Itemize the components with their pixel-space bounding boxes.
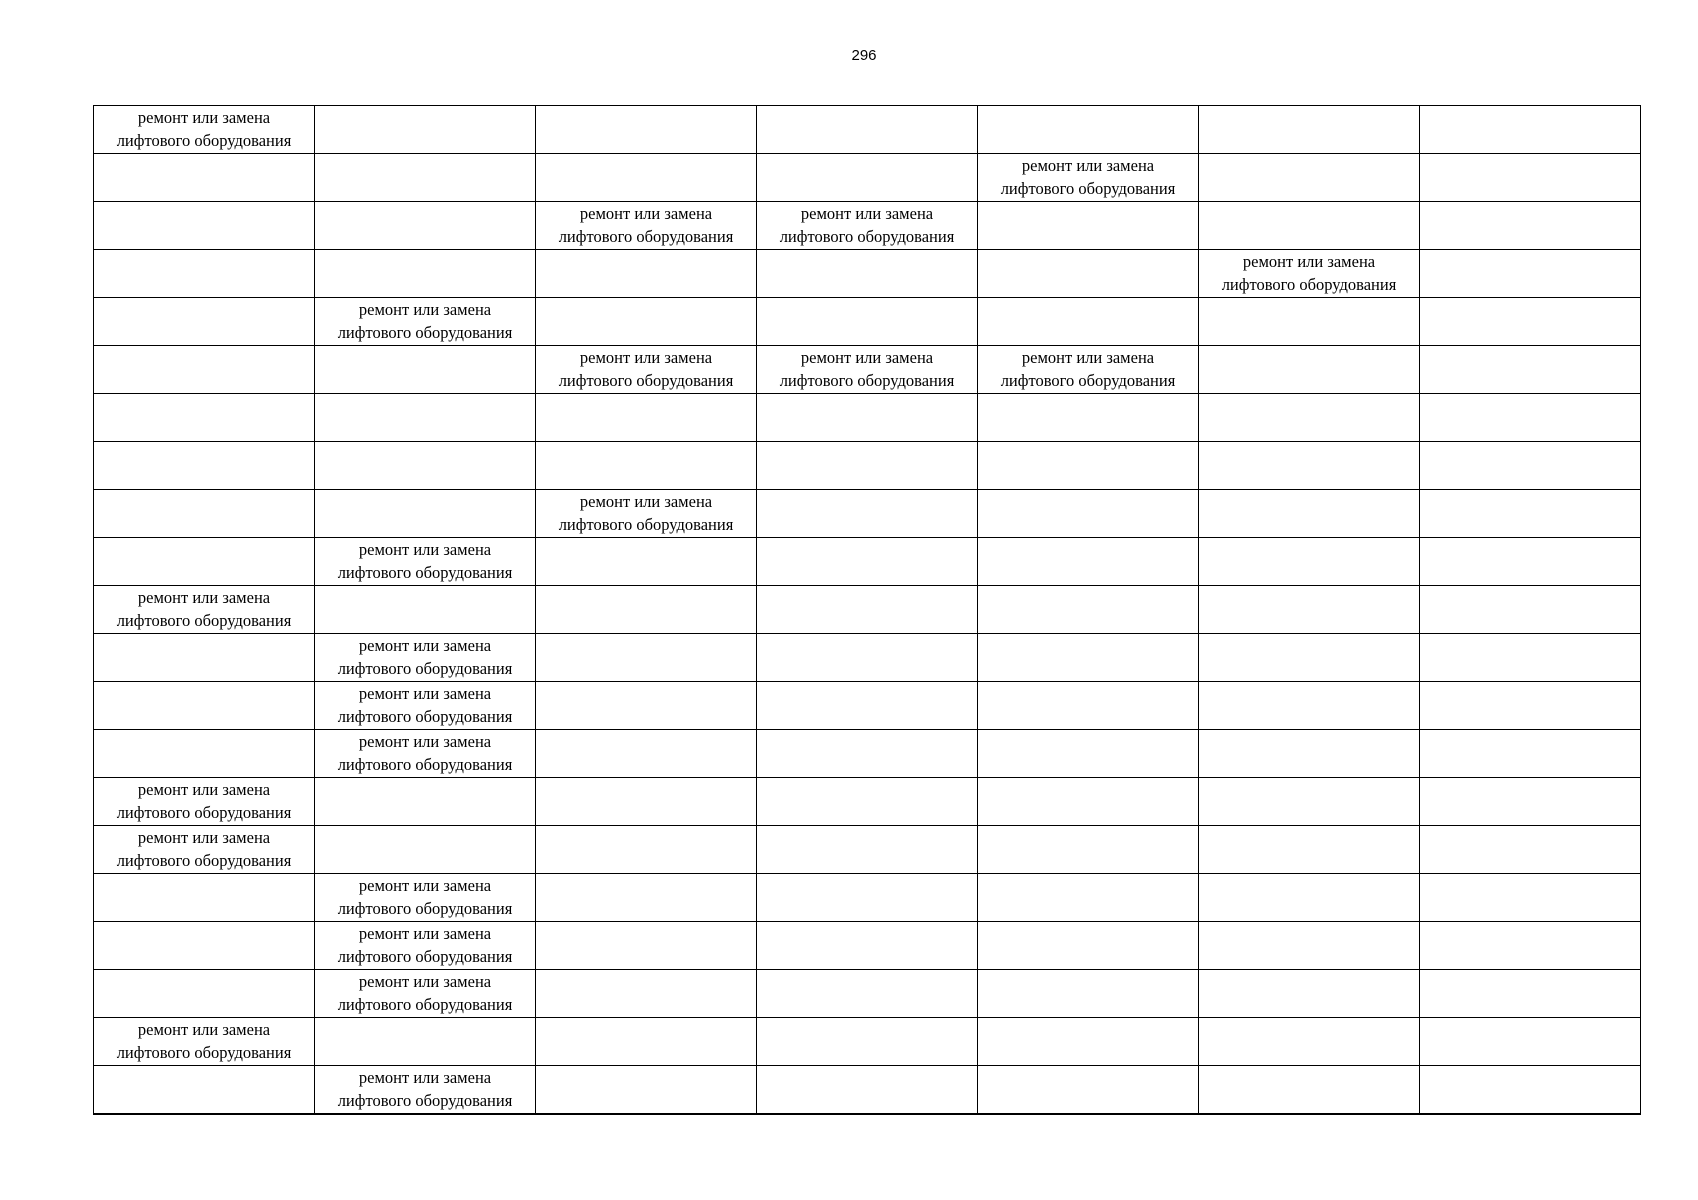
table-cell (1420, 874, 1641, 922)
table-cell (978, 778, 1199, 826)
table-cell (315, 250, 536, 298)
cell-text-line1: ремонт или замена (358, 300, 492, 319)
table-cell (1199, 778, 1420, 826)
repair-schedule-table (93, 105, 1641, 1115)
table-cell (978, 298, 1199, 346)
cell-text-line1: ремонт или замена (1021, 348, 1155, 367)
table-cell (536, 778, 757, 826)
table-cell (757, 538, 978, 586)
cell-text-line2: лифтового оборудования (116, 611, 292, 630)
table-cell (94, 298, 315, 346)
table-cell (978, 634, 1199, 682)
table-row (94, 586, 1641, 634)
table-cell (978, 586, 1199, 634)
table-cell (757, 922, 978, 970)
cell-text-line1: ремонт или замена (1021, 156, 1155, 175)
table-row (94, 346, 1641, 394)
table-cell (94, 394, 315, 442)
table-cell (1420, 154, 1641, 202)
cell-text-line1: ремонт или замена (800, 204, 934, 223)
table-cell (1199, 106, 1420, 154)
cell-text-line2: лифтового оборудования (116, 803, 292, 822)
table-cell (315, 442, 536, 490)
cell-text-line2: лифтового оборудования (337, 659, 513, 678)
table-cell (94, 1066, 315, 1115)
table-cell (1420, 346, 1641, 394)
table-cell (757, 394, 978, 442)
table-cell (757, 1066, 978, 1115)
table-cell (1420, 634, 1641, 682)
cell-text-line1: ремонт или замена (358, 540, 492, 559)
table-cell (536, 730, 757, 778)
table-cell (1199, 730, 1420, 778)
cell-text-line1: ремонт или замена (358, 924, 492, 943)
table-cell (94, 346, 315, 394)
table-cell (1199, 202, 1420, 250)
table-cell (1199, 922, 1420, 970)
cell-text-line1: ремонт или замена (137, 588, 271, 607)
table-cell (1199, 634, 1420, 682)
cell-text-line2: лифтового оборудования (337, 707, 513, 726)
table-cell (1199, 298, 1420, 346)
table-body (94, 106, 1641, 1115)
table-cell (757, 682, 978, 730)
table-cell (1420, 1018, 1641, 1066)
table-cell (536, 538, 757, 586)
cell-text-line1: ремонт или замена (358, 636, 492, 655)
cell-text-line1: ремонт или замена (137, 780, 271, 799)
cell-text-line2: лифтового оборудования (116, 131, 292, 150)
table-cell (315, 490, 536, 538)
table-cell (757, 634, 978, 682)
table-cell (757, 202, 978, 250)
table-cell (315, 202, 536, 250)
table-cell (1199, 490, 1420, 538)
table-cell (757, 1018, 978, 1066)
table-cell (315, 394, 536, 442)
table-cell (1199, 826, 1420, 874)
table-cell (536, 202, 757, 250)
table-row (94, 202, 1641, 250)
table-row (94, 394, 1641, 442)
table-cell (536, 1066, 757, 1115)
table-cell (315, 922, 536, 970)
table-row (94, 442, 1641, 490)
cell-text-line2: лифтового оборудования (337, 323, 513, 342)
table-cell (1199, 682, 1420, 730)
cell-text-line1: ремонт или замена (800, 348, 934, 367)
table-row (94, 682, 1641, 730)
table-row (94, 154, 1641, 202)
table-cell (315, 1018, 536, 1066)
table-cell (1420, 826, 1641, 874)
table-cell (1199, 442, 1420, 490)
table-cell (978, 826, 1199, 874)
table-cell (757, 826, 978, 874)
table-row (94, 778, 1641, 826)
table-cell (757, 778, 978, 826)
table-cell (1199, 1066, 1420, 1115)
cell-text-line2: лифтового оборудования (1000, 371, 1176, 390)
table-cell (978, 874, 1199, 922)
cell-text-line2: лифтового оборудования (1000, 179, 1176, 198)
table-cell (1420, 298, 1641, 346)
table-cell (1199, 586, 1420, 634)
table-cell (94, 826, 315, 874)
table-cell (536, 874, 757, 922)
table-cell (94, 874, 315, 922)
table-cell (757, 346, 978, 394)
table-cell (1420, 106, 1641, 154)
table-cell (978, 202, 1199, 250)
cell-text-line2: лифтового оборудования (779, 371, 955, 390)
table-cell (757, 442, 978, 490)
cell-text-line1: ремонт или замена (137, 1020, 271, 1039)
cell-text-line1: ремонт или замена (579, 492, 713, 511)
page-number: 296 (851, 47, 877, 64)
table-cell (94, 1018, 315, 1066)
table-cell (757, 874, 978, 922)
table-cell (315, 1066, 536, 1115)
table-cell (1420, 250, 1641, 298)
cell-text-line2: лифтового оборудования (337, 755, 513, 774)
table-cell (94, 730, 315, 778)
table-cell (536, 154, 757, 202)
table-cell (757, 106, 978, 154)
table-cell (315, 874, 536, 922)
table-cell (94, 538, 315, 586)
table-cell (1420, 682, 1641, 730)
table-cell (1199, 394, 1420, 442)
cell-text-line2: лифтового оборудования (337, 1091, 513, 1110)
table-cell (1199, 346, 1420, 394)
cell-text-line2: лифтового оборудования (558, 227, 734, 246)
cell-text-line2: лифтового оборудования (558, 515, 734, 534)
table-cell (978, 1066, 1199, 1115)
cell-text-line1: ремонт или замена (137, 828, 271, 847)
table-cell (757, 970, 978, 1018)
cell-text-line2: лифтового оборудования (558, 371, 734, 390)
table-cell (315, 778, 536, 826)
table-cell (94, 106, 315, 154)
table-cell (315, 298, 536, 346)
table-cell (1199, 1018, 1420, 1066)
table-cell (978, 250, 1199, 298)
table-cell (536, 106, 757, 154)
table-cell (536, 490, 757, 538)
table-cell (536, 346, 757, 394)
table-row (94, 538, 1641, 586)
table-cell (1420, 538, 1641, 586)
table-cell (978, 730, 1199, 778)
table-cell (536, 298, 757, 346)
table-row (94, 634, 1641, 682)
table-row (94, 490, 1641, 538)
cell-text-line2: лифтового оборудования (116, 1043, 292, 1062)
table-row (94, 1066, 1641, 1115)
table-cell (94, 634, 315, 682)
table-cell (315, 346, 536, 394)
table-row (94, 874, 1641, 922)
table-cell (978, 538, 1199, 586)
table-cell (1199, 538, 1420, 586)
table-cell (315, 970, 536, 1018)
table-cell (978, 682, 1199, 730)
table-row (94, 1018, 1641, 1066)
cell-text-line1: ремонт или замена (358, 684, 492, 703)
table-cell (94, 778, 315, 826)
table-cell (94, 154, 315, 202)
table-cell (315, 682, 536, 730)
table-cell (978, 442, 1199, 490)
table-cell (1420, 922, 1641, 970)
table-cell (536, 1018, 757, 1066)
table-cell (94, 202, 315, 250)
table-cell (94, 490, 315, 538)
table-cell (1420, 1066, 1641, 1115)
table-cell (536, 826, 757, 874)
table-cell (1420, 394, 1641, 442)
cell-text-line1: ремонт или замена (1242, 252, 1376, 271)
table-cell (94, 442, 315, 490)
table-row (94, 250, 1641, 298)
table-cell (978, 970, 1199, 1018)
table-cell (978, 490, 1199, 538)
table-row (94, 106, 1641, 154)
table-cell (757, 730, 978, 778)
table-row (94, 970, 1641, 1018)
table-cell (757, 298, 978, 346)
table-cell (1199, 970, 1420, 1018)
table-cell (536, 250, 757, 298)
table-cell (1199, 154, 1420, 202)
cell-text-line1: ремонт или замена (358, 972, 492, 991)
cell-text-line2: лифтового оборудования (116, 851, 292, 870)
table-row (94, 730, 1641, 778)
table-cell (536, 442, 757, 490)
table-cell (757, 154, 978, 202)
table-row (94, 298, 1641, 346)
table-cell (1420, 970, 1641, 1018)
table-cell (978, 1018, 1199, 1066)
cell-text-line2: лифтового оборудования (337, 563, 513, 582)
table-cell (1420, 442, 1641, 490)
table-cell (1420, 586, 1641, 634)
table-row (94, 922, 1641, 970)
cell-text-line1: ремонт или замена (137, 108, 271, 127)
cell-text-line2: лифтового оборудования (337, 995, 513, 1014)
cell-text-line1: ремонт или замена (358, 876, 492, 895)
table-cell (94, 682, 315, 730)
cell-text-line2: лифтового оборудования (779, 227, 955, 246)
table-cell (1420, 202, 1641, 250)
table-cell (94, 250, 315, 298)
table-cell (94, 970, 315, 1018)
table-cell (315, 106, 536, 154)
cell-text-line1: ремонт или замена (579, 348, 713, 367)
table-cell (315, 538, 536, 586)
table-cell (978, 394, 1199, 442)
table-cell (978, 154, 1199, 202)
table-cell (757, 250, 978, 298)
table-cell (1199, 250, 1420, 298)
table-cell (536, 922, 757, 970)
table-cell (757, 490, 978, 538)
table-cell (94, 586, 315, 634)
table-cell (315, 634, 536, 682)
table-cell (1420, 778, 1641, 826)
cell-text-line2: лифтового оборудования (337, 899, 513, 918)
table-cell (757, 586, 978, 634)
table-cell (315, 730, 536, 778)
table-cell (536, 394, 757, 442)
table-cell (315, 154, 536, 202)
table-cell (1199, 874, 1420, 922)
cell-text-line1: ремонт или замена (358, 1068, 492, 1087)
table-cell (315, 586, 536, 634)
table-cell (536, 682, 757, 730)
table-row (94, 826, 1641, 874)
cell-text-line2: лифтового оборудования (1221, 275, 1397, 294)
table-cell (978, 346, 1199, 394)
table-cell (536, 970, 757, 1018)
table-cell (536, 634, 757, 682)
table-cell (315, 826, 536, 874)
table-cell (978, 922, 1199, 970)
table-cell (1420, 730, 1641, 778)
table-cell (536, 586, 757, 634)
table-cell (978, 106, 1199, 154)
table-cell (1420, 490, 1641, 538)
cell-text-line1: ремонт или замена (358, 732, 492, 751)
cell-text-line1: ремонт или замена (579, 204, 713, 223)
cell-text-line2: лифтового оборудования (337, 947, 513, 966)
table-cell (94, 922, 315, 970)
